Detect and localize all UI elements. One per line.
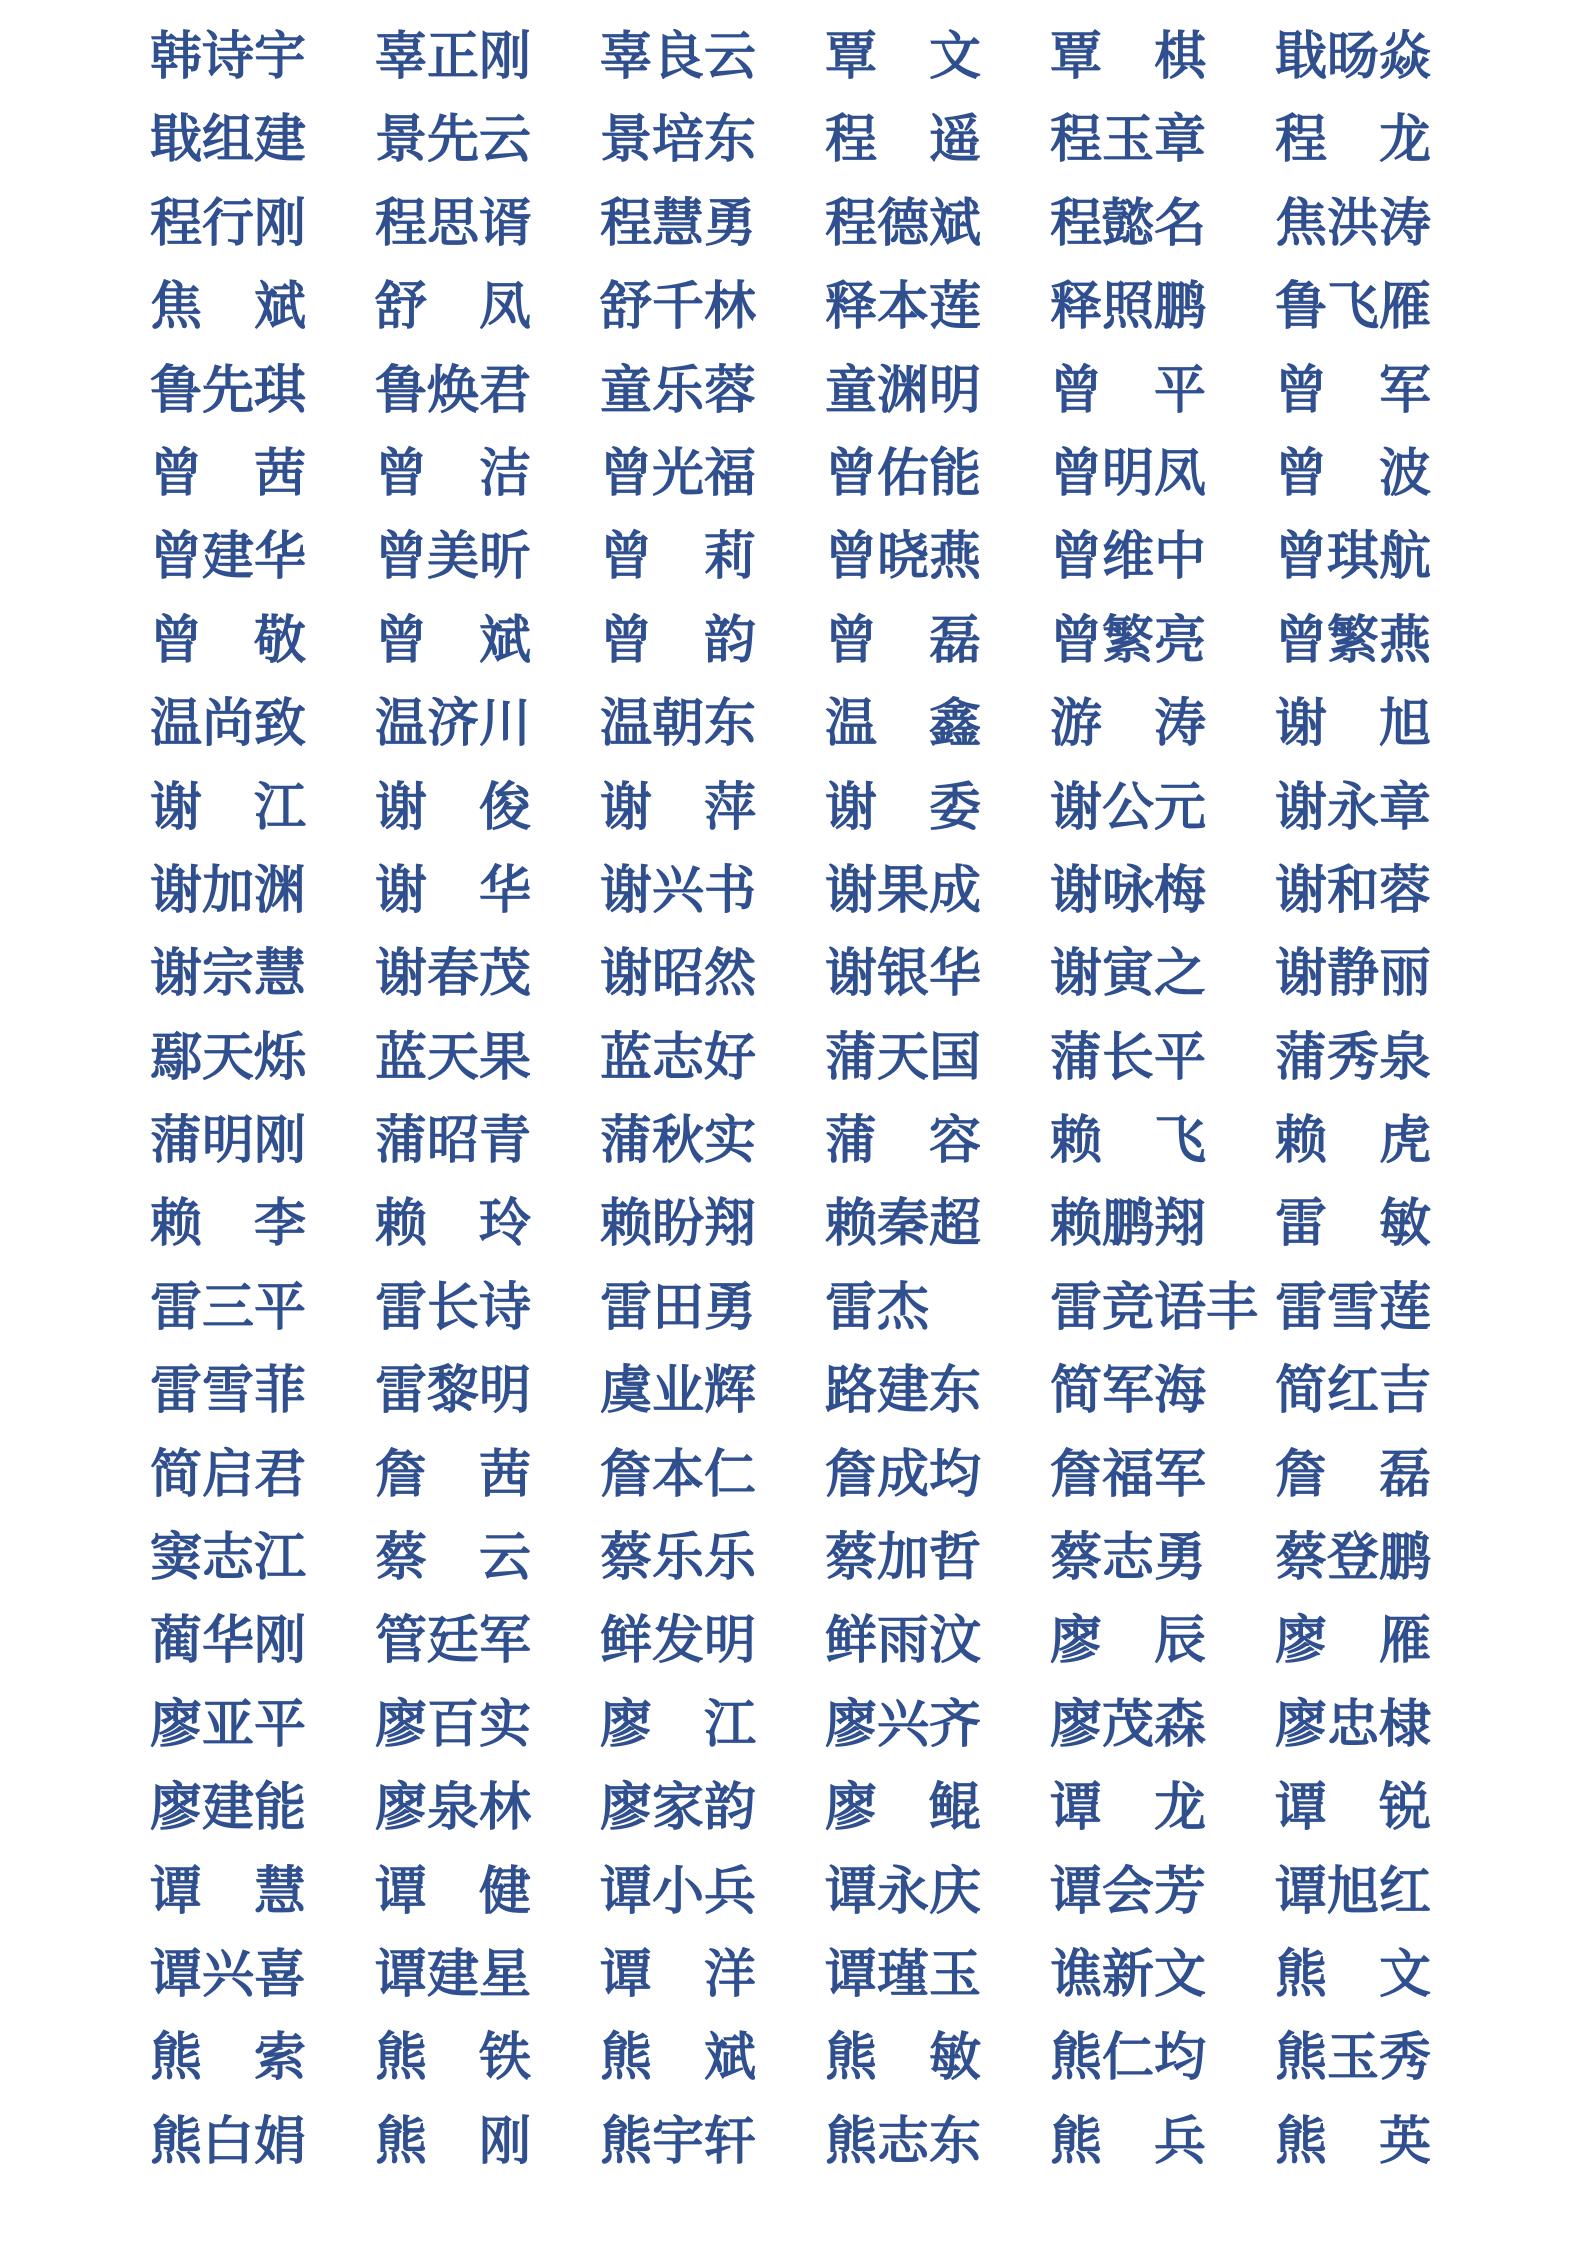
name-entry: 熊 文	[1275, 1943, 1432, 2005]
name-entry: 熊 斌	[600, 2027, 757, 2089]
name-entry: 谭 健	[375, 1860, 532, 1922]
name-entry: 谭旭红	[1275, 1860, 1432, 1922]
name-entry: 蒲明刚	[150, 1110, 307, 1172]
name-entry: 曾美昕	[375, 526, 532, 588]
name-entry: 谭 洋	[600, 1943, 757, 2005]
name-entry: 程行刚	[150, 192, 307, 254]
name-entry: 熊 铁	[375, 2027, 532, 2089]
name-entry: 曾 敬	[150, 609, 307, 671]
name-entry: 谢 旭	[1275, 693, 1432, 755]
name-entry: 谢 委	[825, 776, 982, 838]
name-entry: 熊白娟	[150, 2110, 307, 2172]
name-entry: 温济川	[375, 693, 532, 755]
name-entry: 曾 洁	[375, 442, 532, 504]
name-entry: 曾琪航	[1275, 526, 1432, 588]
name-entry: 谢果成	[825, 859, 982, 921]
name-entry: 谢 华	[375, 859, 532, 921]
name-entry: 赖秦超	[825, 1193, 982, 1255]
name-entry: 程懿名	[1050, 192, 1207, 254]
name-entry: 覃 棋	[1050, 26, 1207, 87]
name-entry: 曾 莉	[600, 526, 757, 588]
name-entry: 詹本仁	[600, 1443, 757, 1505]
name-entry: 廖 雁	[1275, 1610, 1432, 1672]
name-entry: 熊 索	[150, 2027, 307, 2089]
name-entry: 廖忠棣	[1275, 1693, 1432, 1755]
name-entry: 曾繁亮	[1050, 609, 1207, 671]
name-entry: 詹 茜	[375, 1443, 532, 1505]
name-entry: 程德斌	[825, 192, 982, 254]
name-entry: 鲜发明	[600, 1610, 757, 1672]
name-entry: 谭瑾玉	[825, 1943, 982, 2005]
name-entry: 詹 磊	[1275, 1443, 1432, 1505]
name-entry: 蒲长平	[1050, 1026, 1207, 1088]
name-entry: 熊玉秀	[1275, 2027, 1432, 2089]
name-entry: 曾建华	[150, 526, 307, 588]
name-entry: 管廷军	[375, 1610, 532, 1672]
name-entry: 谢昭然	[600, 943, 757, 1005]
name-entry: 熊 敏	[825, 2027, 982, 2089]
name-entry: 谭 锐	[1275, 1777, 1432, 1839]
name-entry: 谢静丽	[1275, 943, 1432, 1005]
name-entry: 谭建星	[375, 1943, 532, 2005]
name-entry: 鄢天烁	[150, 1026, 307, 1088]
name-entry: 舒千林	[600, 276, 757, 338]
name-entry: 戢旸焱	[1275, 26, 1432, 87]
name-entry: 辜正刚	[375, 26, 532, 87]
name-entry: 曾 韵	[600, 609, 757, 671]
name-entry: 廖建能	[150, 1777, 307, 1839]
name-entry: 简军海	[1050, 1360, 1207, 1422]
name-entry: 曾佑能	[825, 442, 982, 504]
name-entry: 释照鹏	[1050, 276, 1207, 338]
name-entry: 熊 刚	[375, 2110, 532, 2172]
name-entry: 蒲秀泉	[1275, 1026, 1432, 1088]
name-entry: 程慧勇	[600, 192, 757, 254]
name-entry: 曾 平	[1050, 359, 1207, 421]
name-entry: 焦洪涛	[1275, 192, 1432, 254]
name-entry: 谭 慧	[150, 1860, 307, 1922]
name-entry: 曾繁燕	[1275, 609, 1432, 671]
name-entry: 赖盼翔	[600, 1193, 757, 1255]
name-entry: 谢兴书	[600, 859, 757, 921]
name-entry: 蔡 云	[375, 1527, 532, 1589]
name-entry: 曾明凤	[1050, 442, 1207, 504]
name-entry: 窦志江	[150, 1527, 307, 1589]
name-entry: 廖茂森	[1050, 1693, 1207, 1755]
name-entry: 詹成均	[825, 1443, 982, 1505]
name-entry: 游 涛	[1050, 693, 1207, 755]
name-entry: 廖百实	[375, 1693, 532, 1755]
name-entry: 谢公元	[1050, 776, 1207, 838]
name-entry: 廖家韵	[600, 1777, 757, 1839]
name-entry: 雷竞语丰	[1050, 1276, 1259, 1338]
name-entry: 程玉章	[1050, 109, 1207, 171]
name-entry: 虞业辉	[600, 1360, 757, 1422]
name-entry: 谭永庆	[825, 1860, 982, 1922]
name-entry: 焦 斌	[150, 276, 307, 338]
name-entry: 温 鑫	[825, 693, 982, 755]
name-entry: 雷三平	[150, 1276, 307, 1338]
name-entry: 蒲 容	[825, 1110, 982, 1172]
name-entry: 景先云	[375, 109, 532, 171]
name-entry: 熊 英	[1275, 2110, 1432, 2172]
name-entry: 雷雪菲	[150, 1360, 307, 1422]
name-entry: 蔡登鹏	[1275, 1527, 1432, 1589]
name-entry: 舒 凤	[375, 276, 532, 338]
name-entry: 廖 江	[600, 1693, 757, 1755]
name-entry: 熊 兵	[1050, 2110, 1207, 2172]
name-entry: 童乐蓉	[600, 359, 757, 421]
name-entry: 曾 茜	[150, 442, 307, 504]
name-entry: 廖兴齐	[825, 1693, 982, 1755]
name-entry: 鲁焕君	[375, 359, 532, 421]
name-entry: 温尚致	[150, 693, 307, 755]
name-entry: 鲁先琪	[150, 359, 307, 421]
name-entry: 温朝东	[600, 693, 757, 755]
name-entry: 蔡加哲	[825, 1527, 982, 1589]
name-entry: 雷田勇	[600, 1276, 757, 1338]
name-entry: 雷黎明	[375, 1360, 532, 1422]
name-entry: 蒲秋实	[600, 1110, 757, 1172]
name-entry: 曾晓燕	[825, 526, 982, 588]
name-entry: 蓝天果	[375, 1026, 532, 1088]
name-entry: 蔺华刚	[150, 1610, 307, 1672]
name-entry: 路建东	[825, 1360, 982, 1422]
name-entry: 蓝志好	[600, 1026, 757, 1088]
name-entry: 鲁飞雁	[1275, 276, 1432, 338]
name-entry: 廖 辰	[1050, 1610, 1207, 1672]
name-entry: 赖 李	[150, 1193, 307, 1255]
name-entry: 谢永章	[1275, 776, 1432, 838]
name-entry: 谢春茂	[375, 943, 532, 1005]
name-entry: 廖亚平	[150, 1693, 307, 1755]
name-entry: 曾 波	[1275, 442, 1432, 504]
name-entry: 谢加渊	[150, 859, 307, 921]
name-entry: 谭兴喜	[150, 1943, 307, 2005]
name-entry: 熊志东	[825, 2110, 982, 2172]
name-entry: 简启君	[150, 1443, 307, 1505]
name-entry: 廖泉林	[375, 1777, 532, 1839]
name-entry: 熊宇轩	[600, 2110, 757, 2172]
name-entry: 雷杰	[825, 1276, 930, 1338]
name-entry: 谢和蓉	[1275, 859, 1432, 921]
name-entry: 曾 磊	[825, 609, 982, 671]
name-entry: 蒲天国	[825, 1026, 982, 1088]
name-entry: 雷 敏	[1275, 1193, 1432, 1255]
name-entry: 景培东	[600, 109, 757, 171]
name-entry: 谭会芳	[1050, 1860, 1207, 1922]
name-entry: 覃 文	[825, 26, 982, 87]
name-entry: 熊仁均	[1050, 2027, 1207, 2089]
name-entry: 谭小兵	[600, 1860, 757, 1922]
name-entry: 雷长诗	[375, 1276, 532, 1338]
name-entry: 曾维中	[1050, 526, 1207, 588]
name-entry: 赖鹏翔	[1050, 1193, 1207, 1255]
name-entry: 谯新文	[1050, 1943, 1207, 2005]
name-entry: 谭 龙	[1050, 1777, 1207, 1839]
name-entry: 谢 俊	[375, 776, 532, 838]
name-entry: 程思谞	[375, 192, 532, 254]
name-entry: 曾 军	[1275, 359, 1432, 421]
name-entry: 蔡乐乐	[600, 1527, 757, 1589]
name-entry: 童渊明	[825, 359, 982, 421]
name-entry: 谢银华	[825, 943, 982, 1005]
name-entry: 蒲昭青	[375, 1110, 532, 1172]
name-entry: 简红吉	[1275, 1360, 1432, 1422]
name-entry: 谢咏梅	[1050, 859, 1207, 921]
name-entry: 释本莲	[825, 276, 982, 338]
name-entry: 赖 飞	[1050, 1110, 1207, 1172]
name-entry: 鲜雨汶	[825, 1610, 982, 1672]
name-entry: 蔡志勇	[1050, 1527, 1207, 1589]
name-entry: 程 遥	[825, 109, 982, 171]
name-entry: 戢组建	[150, 109, 307, 171]
name-entry: 谢宗慧	[150, 943, 307, 1005]
name-entry: 谢 萍	[600, 776, 757, 838]
name-entry: 辜良云	[600, 26, 757, 87]
name-entry: 曾光福	[600, 442, 757, 504]
name-entry: 谢 江	[150, 776, 307, 838]
name-list-grid	[150, 15, 1450, 2183]
name-entry: 程 龙	[1275, 109, 1432, 171]
name-entry: 赖 玲	[375, 1193, 532, 1255]
name-entry: 韩诗宇	[150, 26, 307, 87]
name-entry: 廖 鲲	[825, 1777, 982, 1839]
name-entry: 谢寅之	[1050, 943, 1207, 1005]
name-entry: 曾 斌	[375, 609, 532, 671]
name-entry: 詹福军	[1050, 1443, 1207, 1505]
name-entry: 赖 虎	[1275, 1110, 1432, 1172]
name-entry: 雷雪莲	[1275, 1276, 1432, 1338]
